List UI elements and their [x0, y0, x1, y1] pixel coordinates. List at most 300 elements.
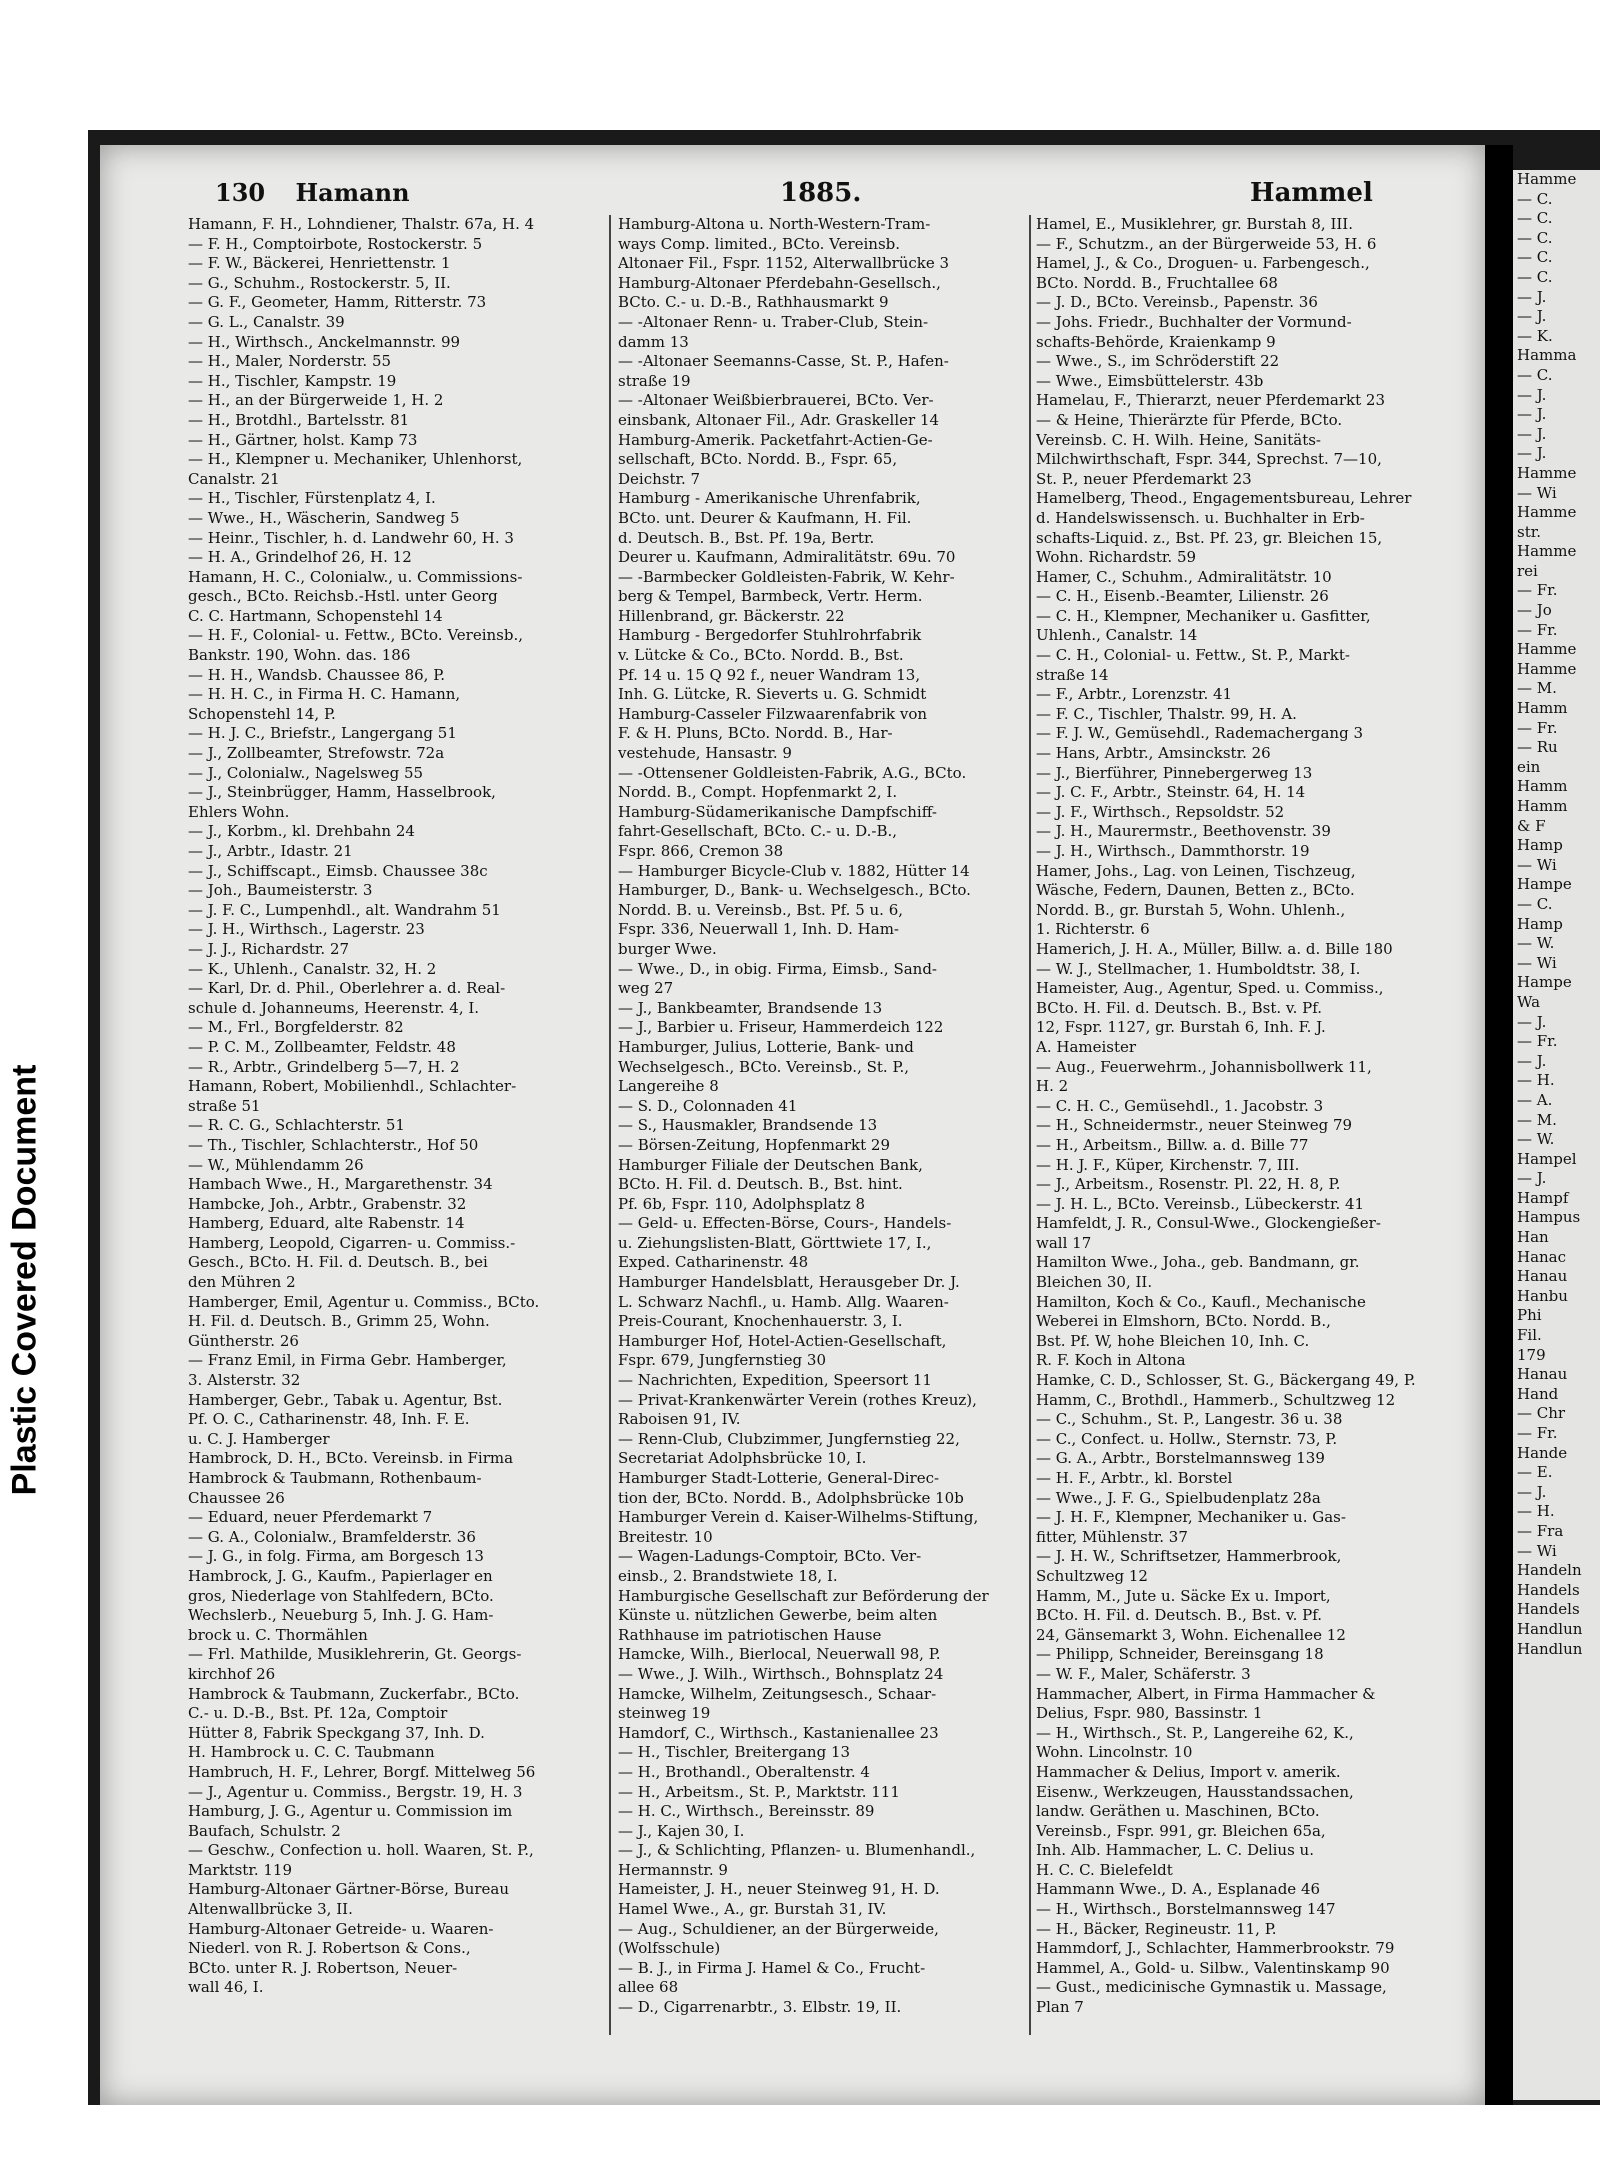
directory-entry-line: — Heinr., Tischler, h. d. Landwehr 60, H. 3 [188, 528, 514, 547]
directory-entry-line: Wäsche, Federn, Daunen, Betten z., BCto. [1036, 881, 1355, 900]
directory-entry-line: Eisenw., Werkzeugen, Hausstandssachen, [1036, 1782, 1354, 1801]
directory-entry-line: damm 13 [618, 332, 689, 351]
directory-entry-line: Canalstr. 21 [188, 469, 280, 488]
page-year: 1885. [780, 178, 862, 208]
next-page-fragment: — H. [1517, 1071, 1555, 1090]
directory-entry-line: Milchwirthschaft, Fspr. 344, Sprechst. 7—10, [1036, 450, 1382, 469]
directory-entry-line: — Joh., Baumeisterstr. 3 [188, 881, 373, 900]
directory-entry-line: — H. H. C., in Firma H. C. Hamann, [188, 685, 461, 704]
directory-entry-line: schafts-Liquid. z., Bst. Pf. 23, gr. Bleichen 15, [1036, 528, 1383, 547]
directory-entry-line: Weberei in Elmshorn, BCto. Nordd. B., [1036, 1312, 1331, 1331]
directory-entry-line: — Hamburger Bicycle-Club v. 1882, Hütter 14 [618, 861, 970, 880]
directory-entry-line: sellschaft, BCto. Nordd. B., Fspr. 65, [618, 450, 898, 469]
directory-entry-line: Bleichen 30, II. [1036, 1273, 1153, 1292]
directory-entry-line: Hamann, F. H., Lohndiener, Thalstr. 67a, H. 4 [188, 215, 535, 233]
directory-entry-line: — G. L., Canalstr. 39 [188, 312, 345, 331]
directory-entry-line: — Wagen-Ladungs-Comptoir, BCto. Ver- [618, 1547, 922, 1566]
directory-entry-line: u. C. J. Hamberger [188, 1429, 330, 1448]
directory-entry-line: — Börsen-Zeitung, Hopfenmarkt 29 [618, 1135, 890, 1154]
directory-entry-line: fahrt-Gesellschaft, BCto. C.- u. D.-B., [618, 822, 898, 841]
directory-entry-line: Hamel, J., & Co., Droguen- u. Farbengesch., [1036, 254, 1370, 273]
next-page-edge [1513, 170, 1600, 2100]
directory-entry-line: allee 68 [618, 1978, 679, 1997]
directory-entry-line: straße 19 [618, 371, 691, 390]
directory-entry-line: Künste u. nützlichen Gewerbe, beim alten [618, 1606, 938, 1625]
next-page-fragment: — J. [1517, 405, 1547, 424]
directory-entry-line: Hamburger, D., Bank- u. Wechselgesch., BCto. [618, 881, 971, 900]
directory-entry-line: — Franz Emil, in Firma Gebr. Hamberger, [188, 1351, 507, 1370]
directory-entry-line: einsb., 2. Brandstwiete 18, I. [618, 1566, 838, 1585]
directory-entry-line: H. 2 [1036, 1077, 1069, 1096]
directory-entry-line: Hamilton Wwe., Joha., geb. Bandmann, gr. [1036, 1253, 1360, 1272]
directory-entry-line: Deichstr. 7 [618, 469, 701, 488]
entries-column-2 [618, 215, 1028, 2018]
directory-entry-line: — J. G., in folg. Firma, am Borgesch 13 [188, 1547, 484, 1566]
directory-entry-line: — Th., Tischler, Schlachterstr., Hof 50 [188, 1135, 479, 1154]
directory-entry-line: — C. H., Colonial- u. Fettw., St. P., Markt- [1036, 646, 1350, 665]
next-page-fragment: Handels [1517, 1580, 1580, 1599]
directory-entry-line: Hammdorf, J., Schlachter, Hammerbrookstr. 79 [1036, 1939, 1395, 1958]
directory-entry-line: — H., Arbeitsm., Billw. a. d. Bille 77 [1036, 1135, 1309, 1154]
next-page-fragment: Hampel [1517, 1149, 1577, 1168]
directory-entry-line: gros, Niederlage von Stahlfedern, BCto. [188, 1586, 494, 1605]
next-page-fragment: rei [1517, 561, 1538, 580]
page-number: 130 [215, 178, 266, 207]
directory-entry-line: — Wwe., H., Wäscherin, Sandweg 5 [188, 508, 460, 527]
directory-entry-line: d. Deutsch. B., Bst. Pf. 19a, Bertr. [618, 528, 875, 547]
directory-entry-line: H. Hambrock u. C. C. Taubmann [188, 1743, 435, 1762]
next-page-fragment: Hamme [1517, 463, 1577, 482]
directory-entry-line: — F. H., Comptoirbote, Rostockerstr. 5 [188, 234, 483, 253]
directory-entry-line: Hambruch, H. F., Lehrer, Borgf. Mittelweg 56 [188, 1762, 536, 1781]
directory-entry-line: brock u. C. Thormählen [188, 1625, 368, 1644]
directory-entry-line: — Frl. Mathilde, Musiklehrerin, Gt. Georgs- [188, 1645, 522, 1664]
directory-entry-line: Fspr. 679, Jungfernstieg 30 [618, 1351, 826, 1370]
directory-entry-line: Hamilton, Koch & Co., Kaufl., Mechanische [1036, 1292, 1366, 1311]
directory-entry-line: Hamburger Verein d. Kaiser-Wilhelms-Stiftung, [618, 1508, 979, 1527]
column-divider [1029, 215, 1031, 2035]
directory-entry-line: Hamburg-Altonaer Pferdebahn-Gesellsch., [618, 273, 941, 292]
directory-entry-line: — H., Wirthsch., Anckelmannstr. 99 [188, 332, 461, 351]
next-page-fragment: Wa [1517, 992, 1541, 1011]
next-page-fragment: Hanau [1517, 1365, 1568, 1384]
entries-column-3 [1036, 215, 1476, 2018]
directory-entry-line: Pf. O. C., Catharinenstr. 48, Inh. F. E. [188, 1410, 470, 1429]
directory-entry-line: — C. H., Eisenb.-Beamter, Lilienstr. 26 [1036, 587, 1329, 606]
directory-entry-line: BCto. unter R. J. Robertson, Neuer- [188, 1958, 458, 1977]
next-page-fragment: — W. [1517, 1130, 1555, 1149]
directory-entry-line: Schopenstehl 14, P. [188, 704, 336, 723]
next-page-fragment: 179 [1517, 1345, 1546, 1364]
directory-entry-line: Hamburger Hof, Hotel-Actien-Gesellschaft, [618, 1331, 947, 1350]
directory-entry-line: Hamcke, Wilhelm, Zeitungsesch., Schaar- [618, 1684, 937, 1703]
directory-entry-line: Vereinsb., Fspr. 991, gr. Bleichen 65a, [1036, 1821, 1326, 1840]
directory-entry-line: BCto. Nordd. B., Fruchtallee 68 [1036, 273, 1278, 292]
directory-entry-line: schafts-Behörde, Kraienkamp 9 [1036, 332, 1276, 351]
directory-entry-line: — -Barmbecker Goldleisten-Fabrik, W. Kehr- [618, 567, 955, 586]
directory-entry-line: — G. A., Colonialw., Bramfelderstr. 36 [188, 1527, 476, 1546]
directory-entry-line: d. Handelswissensch. u. Buchhalter in Erb- [1036, 508, 1365, 527]
directory-entry-line: — C. H., Klempner, Mechaniker u. Gasfitter, [1036, 606, 1371, 625]
directory-entry-line: — J. H., Maurermstr., Beethovenstr. 39 [1036, 822, 1331, 841]
directory-entry-line: — Aug., Feuerwehrm., Johannisbollwerk 11, [1036, 1057, 1372, 1076]
directory-entry-line: — H., Brotdhl., Bartelsstr. 81 [188, 410, 410, 429]
next-page-fragment: — Ru [1517, 738, 1558, 757]
next-page-fragment: Hanau [1517, 1267, 1568, 1286]
next-page-fragment: — Fr. [1517, 1032, 1558, 1051]
next-page-fragment: Handlun [1517, 1619, 1583, 1638]
directory-entry-line: Delius, Fspr. 980, Bassinstr. 1 [1036, 1704, 1263, 1723]
directory-entry-line: Hamberger, Gebr., Tabak u. Agentur, Bst. [188, 1390, 503, 1409]
directory-entry-line: — F. C., Tischler, Thalstr. 99, H. A. [1036, 704, 1297, 723]
directory-entry-line: — H., Klempner u. Mechaniker, Uhlenhorst, [188, 450, 523, 469]
directory-entry-line: F. & H. Pluns, BCto. Nordd. B., Har- [618, 724, 893, 743]
directory-entry-line: BCto. unt. Deurer & Kaufmann, H. Fil. [618, 508, 912, 527]
directory-entry-line: Hammacher & Delius, Import v. amerik. [1036, 1762, 1341, 1781]
directory-entry-line: Breitestr. 10 [618, 1527, 713, 1546]
directory-entry-line: — J., Korbm., kl. Drehbahn 24 [188, 822, 415, 841]
directory-entry-line: Secretariat Adolphsbrücke 10, I. [618, 1449, 867, 1468]
next-page-fragment: Hamme [1517, 542, 1577, 561]
directory-entry-line: — J. F., Wirthsch., Repsoldstr. 52 [1036, 802, 1285, 821]
directory-entry-line: — K., Uhlenh., Canalstr. 32, H. 2 [188, 959, 437, 978]
directory-entry-line: Hamburg-Casseler Filzwaarenfabrik von [618, 704, 928, 723]
directory-entry-line: — H. H., Wandsb. Chaussee 86, P. [188, 665, 446, 684]
next-page-fragment: Hampe [1517, 875, 1572, 894]
directory-entry-line: Rathhause im patriotischen Hause [618, 1625, 882, 1644]
directory-entry-line: tion der, BCto. Nordd. B., Adolphsbrücke 10b [618, 1488, 964, 1507]
entries-column-1 [188, 215, 598, 1998]
directory-entry-line: Hamburgische Gesellschaft zur Beförderung der [618, 1586, 989, 1605]
directory-entry-line: Hamburg-Altonaer Getreide- u. Waaren- [188, 1919, 494, 1938]
next-page-fragment: — J. [1517, 444, 1547, 463]
directory-entry-line: — H., Tischler, Kampstr. 19 [188, 371, 397, 390]
directory-entry-line: Hamburg - Bergedorfer Stuhlrohrfabrik [618, 626, 922, 645]
next-page-fragment: — Chr [1517, 1404, 1566, 1423]
directory-entry-line: Hamdorf, C., Wirthsch., Kastanienallee 23 [618, 1723, 939, 1742]
directory-entry-line: Hamel Wwe., A., gr. Burstah 31, IV. [618, 1900, 887, 1919]
directory-entry-line: BCto. H. Fil. d. Deutsch. B., Bst. hint. [618, 1175, 903, 1194]
next-page-fragment: — H. [1517, 1502, 1555, 1521]
directory-entry-line: — H., Gärtner, holst. Kamp 73 [188, 430, 418, 449]
directory-entry-line: — J., Steinbrügger, Hamm, Hasselbrook, [188, 783, 496, 802]
directory-entry-line: Hamburger, Julius, Lotterie, Bank- und [618, 1037, 914, 1056]
directory-entry-line: — F., Arbtr., Lorenzstr. 41 [1036, 685, 1233, 704]
directory-entry-line: Hütter 8, Fabrik Speckgang 37, Inh. D. [188, 1723, 485, 1742]
directory-entry-line: Hammann Wwe., D. A., Esplanade 46 [1036, 1880, 1321, 1899]
directory-entry-line: Hammel, A., Gold- u. Silbw., Valentinskamp 90 [1036, 1958, 1390, 1977]
next-page-fragment: — E. [1517, 1463, 1553, 1482]
directory-entry-line: — Aug., Schuldiener, an der Bürgerweide, [618, 1919, 939, 1938]
directory-entry-line: — J., Kajen 30, I. [618, 1821, 745, 1840]
directory-entry-line: — S., Hausmakler, Brandsende 13 [618, 1116, 878, 1135]
directory-entry-line: St. P., neuer Pferdemarkt 23 [1036, 469, 1252, 488]
directory-entry-line: 12, Fspr. 1127, gr. Burstah 6, Inh. F. J. [1036, 1018, 1326, 1037]
directory-entry-line: — -Altonaer Seemanns-Casse, St. P., Hafen- [618, 352, 949, 371]
directory-entry-line: Nordd. B., gr. Burstah 5, Wohn. Uhlenh., [1036, 900, 1346, 919]
directory-entry-line: (Wolfsschule) [618, 1939, 721, 1958]
directory-entry-line: — J., Colonialw., Nagelsweg 55 [188, 763, 424, 782]
directory-entry-line: — M., Frl., Borgfelderstr. 82 [188, 1018, 404, 1037]
directory-entry-line: — Wwe., J. F. G., Spielbudenplatz 28a [1036, 1488, 1321, 1507]
next-page-fragment: — M. [1517, 679, 1557, 698]
next-page-fragment: Hampe [1517, 973, 1572, 992]
directory-entry-line: Hamburg, J. G., Agentur u. Commission im [188, 1802, 513, 1821]
directory-entry-line: Hamburger Stadt-Lotterie, General-Direc- [618, 1469, 940, 1487]
next-page-fragment: Hamm [1517, 699, 1568, 718]
directory-entry-line: Pf. 6b, Fspr. 110, Adolphsplatz 8 [618, 1194, 866, 1213]
directory-entry-line: Hamerich, J. H. A., Müller, Billw. a. d. Bille 180 [1036, 939, 1393, 958]
directory-entry-line: L. Schwarz Nachfl., u. Hamb. Allg. Waaren- [618, 1292, 949, 1311]
next-page-fragment: Phi [1517, 1306, 1542, 1325]
next-page-fragment: — C. [1517, 248, 1553, 267]
directory-entry-line: Raboisen 91, IV. [618, 1410, 741, 1429]
directory-entry-line: — J. H., Wirthsch., Dammthorstr. 19 [1036, 842, 1310, 860]
next-page-fragment: Hamp [1517, 914, 1563, 933]
bottom-margin [0, 2105, 1600, 2177]
next-page-fragment: ein [1517, 757, 1541, 776]
next-page-fragment: Hamm [1517, 777, 1568, 796]
directory-entry-line: — Privat-Krankenwärter Verein (rothes Kreuz), [618, 1390, 977, 1409]
directory-entry-line: BCto. H. Fil. d. Deutsch. B., Bst. v. Pf. [1036, 998, 1323, 1017]
column-divider [609, 215, 611, 2035]
directory-entry-line: Hamberger, Emil, Agentur u. Commiss., BCto. [188, 1292, 540, 1311]
directory-entry-line: R. F. Koch in Altona [1036, 1351, 1186, 1370]
directory-entry-line: — Wwe., S., im Schröderstift 22 [1036, 352, 1280, 371]
directory-entry-line: — J., Bankbeamter, Brandsende 13 [618, 998, 883, 1017]
directory-entry-line: Hameister, Aug., Agentur, Sped. u. Commiss., [1036, 979, 1384, 998]
directory-entry-line: — C. H. C., Gemüsehdl., 1. Jacobstr. 3 [1036, 1096, 1324, 1115]
directory-entry-line: — S. D., Colonnaden 41 [618, 1096, 798, 1115]
directory-entry-line: Wechslerb., Neueburg 5, Inh. J. G. Ham- [188, 1606, 494, 1625]
next-page-fragment: — J. [1517, 1169, 1547, 1188]
next-page-fragment: — C. [1517, 894, 1553, 913]
next-page-fragment: — Fra [1517, 1521, 1564, 1540]
directory-entry-line: 1. Richterstr. 6 [1036, 920, 1150, 939]
directory-entry-line: — Gust., medicinische Gymnastik u. Massage, [1036, 1978, 1387, 1997]
directory-entry-line: — F. J. W., Gemüsehdl., Rademachergang 3 [1036, 724, 1363, 743]
next-page-fragment: — C. [1517, 228, 1553, 247]
directory-entry-line: — J. D., BCto. Vereinsb., Papenstr. 36 [1036, 293, 1318, 312]
directory-entry-line: — F. W., Bäckerei, Henriettenstr. 1 [188, 254, 451, 273]
directory-entry-line: — H. J. F., Küper, Kirchenstr. 7, III. [1036, 1155, 1300, 1174]
directory-entry-line: Hambach Wwe., H., Margarethenstr. 34 [188, 1175, 493, 1194]
directory-entry-line: — Nachrichten, Expedition, Speersort 11 [618, 1371, 932, 1390]
next-page-fragment: Handeln [1517, 1561, 1582, 1580]
directory-entry-line: — & Heine, Thierärzte für Pferde, BCto. [1036, 410, 1343, 429]
directory-entry-line: Bankstr. 190, Wohn. das. 186 [188, 646, 411, 665]
directory-entry-line: — Eduard, neuer Pferdemarkt 7 [188, 1508, 433, 1527]
directory-entry-line: — W. J., Stellmacher, 1. Humboldtstr. 38, I. [1036, 959, 1361, 978]
directory-entry-line: Hamberg, Leopold, Cigarren- u. Commiss.- [188, 1233, 516, 1252]
side-label-text: Plastic Covered Document [5, 1064, 44, 1496]
directory-entry-line: gesch., BCto. Reichsb.-Hstl. unter Georg [188, 587, 498, 606]
directory-entry-line: straße 51 [188, 1096, 261, 1115]
directory-entry-line: Ehlers Wohn. [188, 802, 290, 821]
directory-entry-line: Altonaer Fil., Fspr. 1152, Alterwallbrücke 3 [618, 254, 950, 273]
next-page-fragment: — J. [1517, 287, 1547, 306]
directory-entry-line: — -Altonaer Weißbierbrauerei, BCto. Ver- [618, 391, 934, 410]
directory-entry-line: 3. Alsterstr. 32 [188, 1371, 301, 1390]
directory-entry-line: Hamke, C. D., Schlosser, St. G., Bäckergang 49, P. [1036, 1371, 1416, 1390]
directory-entry-line: — J. C. F., Arbtr., Steinstr. 64, H. 14 [1036, 783, 1306, 802]
directory-entry-line: vestehude, Hansastr. 9 [618, 744, 792, 763]
next-page-fragment: — C. [1517, 365, 1553, 384]
directory-entry-line: — H., Maler, Norderstr. 55 [188, 352, 392, 371]
directory-entry-line: Hamel, E., Musiklehrer, gr. Burstah 8, III. [1036, 215, 1353, 233]
directory-entry-line: schule d. Johanneums, Heerenstr. 4, I. [188, 998, 480, 1017]
directory-entry-line: — H., Wirthsch., St. P., Langereihe 62, K., [1036, 1723, 1354, 1742]
directory-entry-line: — R. C. G., Schlachterstr. 51 [188, 1116, 405, 1135]
directory-entry-line: — J., & Schlichting, Pflanzen- u. Blumenhandl., [618, 1841, 976, 1860]
directory-entry-line: — Karl, Dr. d. Phil., Oberlehrer a. d. Real- [188, 979, 506, 998]
directory-entry-line: den Mühren 2 [188, 1273, 296, 1292]
directory-entry-line: — J. J., Richardstr. 27 [188, 939, 350, 958]
directory-entry-line: — J., Barbier u. Friseur, Hammerdeich 122 [618, 1018, 944, 1037]
directory-entry-line: Hambrock, J. G., Kaufm., Papierlager en [188, 1566, 493, 1585]
directory-entry-line: Hameister, J. H., neuer Steinweg 91, H. D. [618, 1880, 940, 1899]
directory-entry-line: BCto. C.- u. D.-B., Rathhausmarkt 9 [618, 293, 889, 312]
directory-entry-line: — Philipp, Schneider, Bereinsgang 18 [1036, 1645, 1324, 1664]
next-page-fragment: — J. [1517, 1012, 1547, 1031]
next-page-fragment: Hamm [1517, 797, 1568, 815]
directory-entry-line: Hillenbrand, gr. Bäckerstr. 22 [618, 606, 845, 625]
next-page-fragment: — Fr. [1517, 1424, 1558, 1442]
directory-entry-line: kirchhof 26 [188, 1664, 276, 1683]
directory-entry-line: — H., Schneidermstr., neuer Steinweg 79 [1036, 1116, 1353, 1135]
directory-entry-line: steinweg 19 [618, 1704, 711, 1723]
directory-entry-line: — J., Schiffscapt., Eimsb. Chaussee 38c [188, 861, 488, 880]
directory-entry-line: — D., Cigarrenarbtr., 3. Elbstr. 19, II. [618, 1998, 902, 2017]
directory-entry-line: Wechselgesch., BCto. Vereinsb., St. P., [618, 1057, 910, 1076]
directory-entry-line: — J., Arbtr., Idastr. 21 [188, 842, 353, 860]
next-page-fragment: — J. [1517, 307, 1547, 326]
directory-entry-line: Hamelberg, Theod., Engagementsbureau, Lehrer [1036, 489, 1412, 508]
directory-entry-line: Vereinsb. C. H. Wilh. Heine, Sanitäts- [1036, 430, 1321, 449]
directory-entry-line: — G. F., Geometer, Hamm, Ritterstr. 73 [188, 293, 487, 312]
directory-entry-line: Niederl. von R. J. Robertson & Cons., [188, 1939, 471, 1958]
next-page-fragment: — K. [1517, 326, 1553, 345]
directory-entry-line: A. Hameister [1036, 1037, 1137, 1056]
directory-entry-line: — W. F., Maler, Schäferstr. 3 [1036, 1664, 1251, 1683]
directory-entry-line: burger Wwe. [618, 939, 717, 958]
directory-entry-line: — Wwe., D., in obig. Firma, Eimsb., Sand- [618, 959, 937, 978]
next-page-fragment: Handels [1517, 1600, 1580, 1619]
next-page-fragment: — C. [1517, 209, 1553, 228]
directory-entry-line: Hamburger Handelsblatt, Herausgeber Dr. J. [618, 1273, 960, 1292]
directory-entry-line: — Geld- u. Effecten-Börse, Cours-, Handels- [618, 1214, 952, 1233]
directory-entry-line: weg 27 [618, 979, 674, 998]
directory-entry-line: wall 46, I. [188, 1978, 264, 1997]
directory-entry-line: Hamm, M., Jute u. Säcke Ex u. Import, [1036, 1586, 1331, 1605]
next-page-fragment: — A. [1517, 1090, 1553, 1109]
next-page-fragment: — C. [1517, 189, 1553, 208]
directory-entry-line: Inh. G. Lütcke, R. Sieverts u. G. Schmidt [618, 685, 927, 704]
directory-entry-line: Gesch., BCto. H. Fil. d. Deutsch. B., bei [188, 1253, 488, 1272]
directory-entry-line: Preis-Courant, Knochenhauerstr. 3, I. [618, 1312, 903, 1331]
next-page-fragment: Hande [1517, 1443, 1568, 1462]
directory-entry-line: — J., Agentur u. Commiss., Bergstr. 19, H. 3 [188, 1782, 523, 1801]
directory-entry-line: 24, Gänsemarkt 3, Wohn. Eichenallee 12 [1036, 1625, 1346, 1644]
directory-entry-line: Inh. Alb. Hammacher, L. C. Delius u. [1036, 1841, 1314, 1860]
directory-entry-line: v. Lütcke & Co., BCto. Nordd. B., Bst. [618, 646, 904, 665]
directory-entry-line: — H., Arbeitsm., St. P., Marktstr. 111 [618, 1782, 900, 1801]
next-page-fragment: Hamme [1517, 659, 1577, 678]
directory-entry-line: — Wwe., Eimsbüttelerstr. 43b [1036, 371, 1264, 390]
directory-entry-line: — H., an der Bürgerweide 1, H. 2 [188, 391, 444, 410]
directory-entry-line: Wohn. Lincolnstr. 10 [1036, 1743, 1193, 1762]
directory-entry-line: — P. C. M., Zollbeamter, Feldstr. 48 [188, 1037, 456, 1056]
left-keyword: Hamann [295, 178, 410, 207]
directory-entry-line: ways Comp. limited., BCto. Vereinsb. [618, 234, 901, 253]
directory-entry-line: Güntherstr. 26 [188, 1331, 299, 1350]
directory-entry-line: Fspr. 336, Neuerwall 1, Inh. D. Ham- [618, 920, 899, 939]
directory-entry-line: — C., Confect. u. Hollw., Sternstr. 73, P. [1036, 1429, 1338, 1448]
directory-entry-line: — J. H. W., Schriftsetzer, Hammerbrook, [1036, 1547, 1342, 1566]
directory-entry-line: — -Ottensener Goldleisten-Fabrik, A.G., BCto. [618, 763, 967, 782]
directory-entry-line: Nordd. B., Compt. Hopfenmarkt 2, I. [618, 783, 898, 802]
directory-entry-line: Hamann, Robert, Mobilienhdl., Schlachter- [188, 1077, 517, 1096]
directory-entry-line: — Renn-Club, Clubzimmer, Jungfernstieg 22, [618, 1429, 960, 1448]
next-page-fragment: Han [1517, 1228, 1549, 1247]
page-header-left [215, 178, 410, 210]
next-page-fragment: — Fr. [1517, 718, 1558, 737]
directory-entry-line: — R., Arbtr., Grindelberg 5—7, H. 2 [188, 1057, 460, 1076]
directory-entry-line: — H., Tischler, Fürstenplatz 4, I. [188, 489, 436, 508]
directory-entry-line: — H., Brothandl., Oberaltenstr. 4 [618, 1762, 870, 1781]
directory-entry-line: Hambrock, D. H., BCto. Vereinsb. in Firma [188, 1449, 514, 1468]
next-page-fragment: Hamp [1517, 836, 1563, 855]
directory-entry-line: Fspr. 866, Cremon 38 [618, 842, 784, 860]
directory-entry-line: Exped. Catharinenstr. 48 [618, 1253, 809, 1272]
directory-entry-line: — -Altonaer Renn- u. Traber-Club, Stein- [618, 312, 929, 331]
directory-entry-line: Hambcke, Joh., Arbtr., Grabenstr. 32 [188, 1194, 467, 1213]
directory-entry-line: Deurer u. Kaufmann, Admiralitätstr. 69u. 70 [618, 548, 956, 567]
directory-entry-line: — Hans, Arbtr., Amsinckstr. 26 [1036, 744, 1271, 763]
next-page-fragment: — J. [1517, 1482, 1547, 1501]
next-page-fragment: Hampus [1517, 1208, 1581, 1227]
directory-entry-line: Hamburg-Altona u. North-Western-Tram- [618, 215, 931, 233]
directory-entry-line: Hamburg-Südamerikanische Dampfschiff- [618, 802, 937, 821]
directory-entry-line: — J. H. F., Klempner, Mechaniker u. Gas- [1036, 1508, 1346, 1527]
directory-entry-line: BCto. H. Fil. d. Deutsch. B., Bst. v. Pf. [1036, 1606, 1323, 1625]
directory-entry-line: Chaussee 26 [188, 1488, 285, 1507]
directory-entry-line: — C., Schuhm., St. P., Langestr. 36 u. 38 [1036, 1410, 1343, 1429]
directory-entry-line: Hamburg - Amerikanische Uhrenfabrik, [618, 489, 921, 508]
next-page-fragment: — Jo [1517, 601, 1552, 620]
next-page-fragment: Hamme [1517, 640, 1577, 659]
directory-entry-line: Hermannstr. 9 [618, 1860, 728, 1879]
next-page-fragment: Hand [1517, 1384, 1559, 1403]
next-page-fragment: — Fr. [1517, 620, 1558, 639]
next-page-fragment: — Wi [1517, 855, 1557, 874]
directory-entry-line: u. Ziehungslisten-Blatt, Görttwiete 17, I., [618, 1233, 932, 1252]
next-page-fragment: — C. [1517, 267, 1553, 286]
directory-entry-line: — Wwe., J. Wilh., Wirthsch., Bohnsplatz 24 [618, 1664, 944, 1683]
directory-entry-line: Baufach, Schulstr. 2 [188, 1821, 341, 1840]
directory-entry-line: — J., Zollbeamter, Strefowstr. 72a [188, 744, 445, 763]
directory-entry-line: H. Fil. d. Deutsch. B., Grimm 25, Wohn. [188, 1312, 490, 1331]
directory-entry-line: — J., Bierführer, Pinnebergerweg 13 [1036, 763, 1313, 782]
directory-entry-line: — H. A., Grindelhof 26, H. 12 [188, 548, 412, 567]
directory-entry-line: Hambrock & Taubmann, Zuckerfabr., BCto. [188, 1684, 520, 1703]
directory-entry-line: H. C. C. Bielefeldt [1036, 1860, 1173, 1879]
directory-entry-line: Uhlenh., Canalstr. 14 [1036, 626, 1198, 645]
directory-entry-line: — G., Schuhm., Rostockerstr. 5, II. [188, 273, 451, 292]
next-page-fragment: str. [1517, 522, 1542, 541]
directory-entry-line: Hamer, Johs., Lag. von Leinen, Tischzeug, [1036, 861, 1356, 880]
directory-entry-line: Hambrock & Taubmann, Rothenbaum- [188, 1469, 482, 1487]
